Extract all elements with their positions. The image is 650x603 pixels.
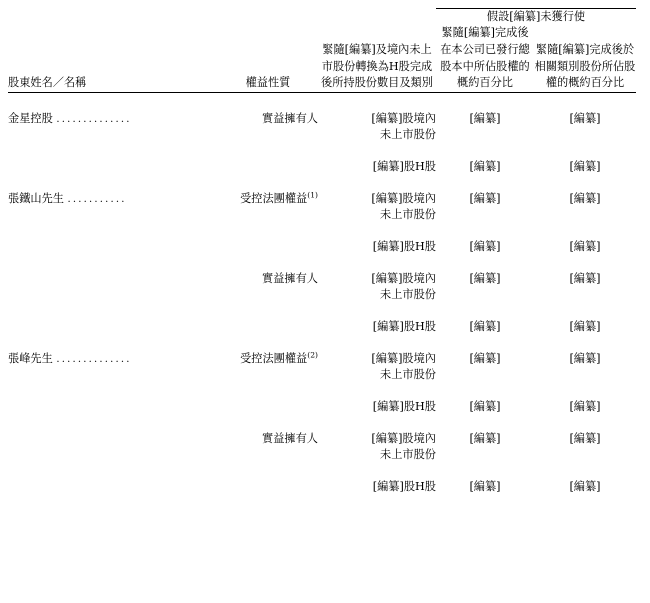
table-row: [8, 479, 636, 495]
group-header-label: 假設[編纂]未獲行使: [486, 10, 586, 23]
pct-total-cell: [編纂]: [469, 479, 501, 493]
nature-label: 受控法團權益: [240, 192, 308, 206]
pct-total-cell: [編纂]: [469, 160, 501, 174]
nature-label: 實益擁有人: [262, 431, 318, 445]
pct-total-cell: [編纂]: [469, 272, 501, 286]
leader-dots: ..............: [56, 114, 132, 126]
number-value: [編纂]股境內: [371, 431, 436, 445]
header-spacer-row: [8, 93, 636, 112]
number-value: [編纂]股H股: [372, 319, 436, 333]
nature-cell: [218, 111, 318, 127]
table-row: [8, 271, 636, 287]
nature-cell: [218, 271, 318, 287]
shareholder-name-cell-cont: [8, 399, 218, 415]
number-cell: [318, 351, 436, 367]
table-row: [8, 319, 636, 335]
pct-total-cell: [編纂]: [469, 352, 501, 366]
footnote-marker: (1): [307, 190, 318, 200]
pct-total-cell: [編纂]: [469, 192, 501, 206]
footnote-marker: (2): [307, 350, 318, 360]
shareholder-name-cell-cont: [8, 159, 218, 175]
number-cell: [318, 191, 436, 207]
table-subrow: [8, 287, 636, 303]
table-row: [8, 159, 636, 175]
number-value: [編纂]股境內: [371, 192, 436, 206]
number-cell: [318, 239, 436, 255]
pct-class-cell: [編纂]: [569, 479, 601, 493]
column-header-number: 緊隨[編纂]及境內未上市股份轉換為H股完成後所持股份數目及類別: [321, 42, 433, 90]
pct-class-cell: [編纂]: [569, 319, 601, 333]
pct-total-cell: [編纂]: [469, 240, 501, 254]
entry-gap-row: [8, 143, 636, 159]
nature-cell-cont: [218, 159, 318, 175]
table-subrow: [8, 447, 636, 463]
pct-class-cell: [編纂]: [569, 112, 601, 126]
number-value: [編纂]股H股: [372, 160, 436, 174]
column-header-pct-class: 緊隨[編纂]完成後於相關類別股份所佔股權的概約百分比: [534, 42, 636, 90]
shareholder-name-cell-cont: [8, 239, 218, 255]
nature-cell-cont: [218, 399, 318, 415]
shareholder-name-cell: [8, 351, 218, 367]
nature-label: 實益擁有人: [262, 112, 318, 126]
table-row: [8, 111, 636, 127]
group-gap-row: [8, 255, 636, 271]
nature-label: 受控法團權益: [240, 352, 308, 366]
column-header-row: [8, 25, 636, 92]
pct-total-cell: [編纂]: [469, 319, 501, 333]
number-subline: 未上市股份: [380, 128, 436, 142]
column-header-name: 股東姓名／名稱: [8, 76, 87, 90]
leader-dots: ..............: [56, 353, 132, 365]
column-header-nature: 權益性質: [245, 76, 291, 90]
number-subline: 未上市股份: [380, 288, 436, 301]
shareholding-table: [8, 8, 636, 495]
table-row: [8, 239, 636, 255]
nature-cell-cont: [218, 319, 318, 335]
number-cell: [318, 271, 436, 287]
pct-class-cell: [編纂]: [569, 431, 601, 445]
shareholder-name-cell: [8, 431, 218, 447]
nature-cell: [218, 431, 318, 447]
table-subrow: [8, 367, 636, 383]
nature-label: 實益擁有人: [262, 272, 318, 286]
pct-total-cell: [編纂]: [469, 399, 501, 413]
table-row: [8, 431, 636, 447]
number-cell: [318, 159, 436, 175]
number-cell: [318, 431, 436, 447]
number-value: [編纂]股境內: [371, 272, 436, 286]
nature-cell-cont: [218, 479, 318, 495]
number-value: [編纂]股H股: [372, 479, 436, 493]
shareholder-name-cell-cont: [8, 319, 218, 335]
number-subline: 未上市股份: [380, 368, 436, 381]
number-value: [編纂]股H股: [372, 399, 436, 413]
table-subrow: [8, 207, 636, 223]
shareholder-name: 張鐵山先生: [8, 192, 64, 206]
table-row: [8, 351, 636, 367]
group-gap-row: [8, 175, 636, 191]
pct-class-cell: [編纂]: [569, 192, 601, 206]
shareholder-name-cell: [8, 111, 218, 127]
shareholder-name: 金星控股: [8, 112, 53, 126]
number-cell: [318, 399, 436, 415]
pct-class-cell: [編纂]: [569, 352, 601, 366]
table-row: [8, 191, 636, 207]
table-subrow: [8, 127, 636, 143]
number-value: [編纂]股境內: [371, 352, 436, 366]
shareholder-name: 張峰先生: [8, 351, 53, 365]
number-cell: [318, 319, 436, 335]
shareholder-name-cell-cont: [8, 479, 218, 495]
leader-dots: ...........: [67, 194, 127, 206]
number-cell: [318, 111, 436, 127]
pct-class-cell: [編纂]: [569, 272, 601, 286]
group-gap-row: [8, 415, 636, 431]
entry-gap-row: [8, 463, 636, 479]
number-value: [編纂]股H股: [372, 240, 436, 254]
pct-class-cell: [編纂]: [569, 240, 601, 254]
pct-class-cell: [編纂]: [569, 399, 601, 413]
nature-cell: [218, 351, 318, 367]
pct-total-cell: [編纂]: [469, 112, 501, 126]
entry-gap-row: [8, 223, 636, 239]
pct-total-cell: [編纂]: [469, 431, 501, 445]
shareholder-name-cell: [8, 271, 218, 287]
number-subline: 未上市股份: [380, 208, 436, 222]
group-header-row: [8, 9, 636, 25]
pct-class-cell: [編纂]: [569, 160, 601, 174]
table-row: [8, 399, 636, 415]
column-header-pct-total: 緊隨[編纂]完成後在本公司已發行總股本中所佔股權的概約百分比: [440, 25, 530, 90]
number-cell: [318, 479, 436, 495]
entry-gap-row: [8, 303, 636, 319]
number-value: [編纂]股境內: [371, 112, 436, 126]
shareholder-name-cell: [8, 191, 218, 207]
nature-cell: [218, 191, 318, 207]
entry-gap-row: [8, 383, 636, 399]
nature-cell-cont: [218, 239, 318, 255]
group-gap-row: [8, 335, 636, 351]
number-subline: 未上市股份: [380, 447, 436, 461]
